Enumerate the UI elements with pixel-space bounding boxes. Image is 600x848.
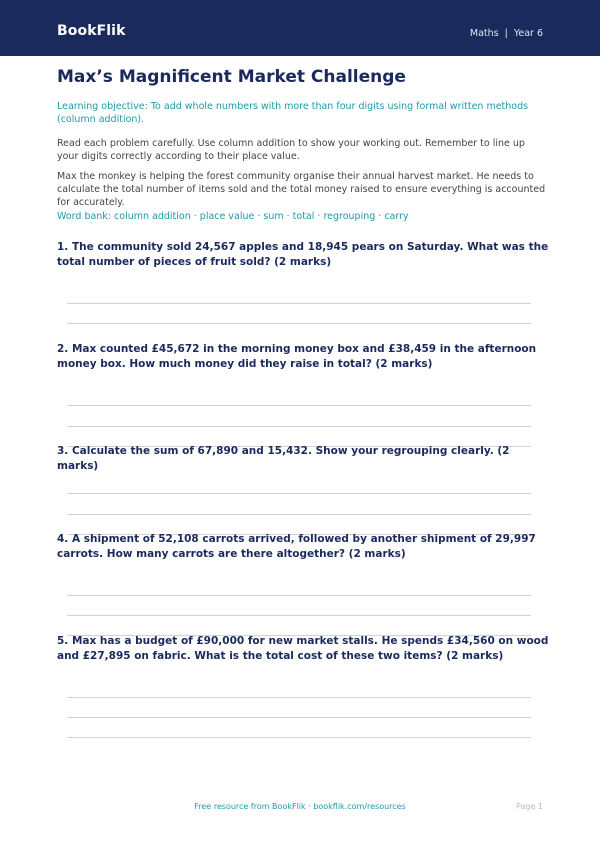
- answer-line[interactable]: [67, 426, 531, 427]
- answer-line[interactable]: [67, 595, 531, 596]
- answer-line[interactable]: [67, 323, 531, 324]
- answer-line[interactable]: [67, 615, 531, 616]
- learning-objective: Learning objective: To add whole numbers with more than four digits using formal written methods (column addition).: [57, 101, 529, 125]
- word-bank: Word bank: column addition · place value · sum · total · regrouping · carry: [57, 211, 409, 222]
- year-label: Year 6: [513, 28, 543, 39]
- subject-meta: [470, 28, 543, 40]
- subject-label: Maths: [469, 28, 499, 39]
- answer-line[interactable]: [67, 493, 531, 494]
- brand-logo: BookFlik: [57, 23, 126, 39]
- answer-line[interactable]: [67, 303, 531, 304]
- page-header: [0, 0, 600, 56]
- answer-line[interactable]: [67, 737, 531, 738]
- answer-line[interactable]: [67, 514, 531, 515]
- question-1: 1. The community sold 24,567 apples and 18,945 pears on Saturday. What was the total number of pieces of fruit sold? (2 marks): [57, 241, 549, 268]
- answer-line[interactable]: [67, 697, 531, 698]
- question-3: 3. Calculate the sum of 67,890 and 15,432. Show your regrouping clearly. (2 marks): [57, 445, 510, 472]
- meta-separator: |: [504, 28, 508, 39]
- worksheet-title: Max’s Magnificent Market Challenge: [57, 67, 406, 87]
- answer-line[interactable]: [67, 717, 531, 718]
- page-number: Page 1: [516, 802, 543, 811]
- answer-line[interactable]: [67, 405, 531, 406]
- instructions-text: Read each problem carefully. Use column addition to show your working out. Remember to line up your digits correctly according to their place value.: [57, 138, 525, 162]
- story-text: Max the monkey is helping the forest community organise their annual harvest market. He needs to calculate the total number of items sold and the total money raised to ensure everything is accounted for accurately.: [57, 171, 546, 208]
- question-2: 2. Max counted £45,672 in the morning money box and £38,459 in the afternoon money box. How much money did they raise in total? (2 marks): [57, 343, 537, 370]
- footer-resource-link[interactable]: Free resource from BookFlik · bookflik.com/resources: [194, 802, 406, 811]
- question-5: 5. Max has a budget of £90,000 for new market stalls. He spends £34,560 on wood and £27,895 on fabric. What is the total cost of these two items? (2 marks): [57, 635, 549, 662]
- question-4: 4. A shipment of 52,108 carrots arrived, followed by another shipment of 29,997 carrots. How many carrots are there altogether? (2 marks): [57, 533, 536, 560]
